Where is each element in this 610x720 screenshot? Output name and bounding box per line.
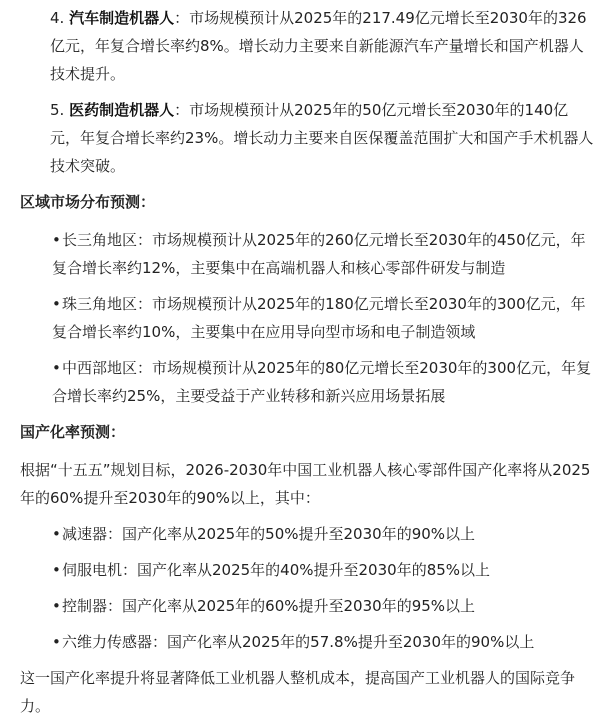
bullet-dot: • (52, 359, 61, 377)
localization-conclusion: 这一国产化率提升将显著降低工业机器人整机成本，提高国产工业机器人的国际竞争力。 (20, 669, 576, 715)
item-text: ：市场规模预计从2025年的217.49亿元增长至2030年的326亿元，年复合增长率约8%。增长动力主要来自新能源汽车产量增长和国产机器人技术提升。 (50, 9, 587, 83)
bullet-text: 中西部地区：市场规模预计从2025年的80亿元增长至2030年的300亿元，年复合增长率约25%，主要受益于产业转移和新兴应用场景拓展 (52, 359, 592, 405)
bullet-dot: • (52, 597, 61, 615)
item-title: 医药制造机器人 (69, 101, 175, 119)
bullet-text: 长三角地区：市场规模预计从2025年的260亿元增长至2030年的450亿元，年复合增长率约12%，主要集中在高端机器人和核心零部件研发与制造 (52, 231, 586, 277)
localization-intro: 根据“十五五”规划目标，2026-2030年中国工业机器人核心零部件国产化率将从2025年的60%提升至2030年的90%以上，其中： (20, 461, 591, 507)
localization-item-reducer (52, 520, 600, 548)
item-title: 汽车制造机器人 (69, 9, 175, 27)
bullet-text: 珠三角地区：市场规模预计从2025年的180亿元增长至2030年的300亿元，年复合增长率约10%，主要集中在应用导向型市场和电子制造领域 (52, 295, 586, 341)
industry-item-medical (50, 96, 598, 180)
bullet-text: 控制器：国产化率从2025年的60%提升至2030年的95%以上 (62, 597, 476, 615)
regional-item-central-west (52, 354, 600, 410)
industry-item-automotive (50, 4, 598, 88)
item-number: 4. (50, 9, 65, 27)
localization-item-force-sensor (52, 628, 600, 656)
bullet-dot: • (52, 633, 61, 651)
bullet-dot: • (52, 231, 61, 249)
localization-item-controller (52, 592, 600, 620)
bullet-text: 伺服电机：国产化率从2025年的40%提升至2030年的85%以上 (62, 561, 491, 579)
bullet-dot: • (52, 525, 61, 543)
item-text: ：市场规模预计从2025年的50亿元增长至2030年的140亿元，年复合增长率约23%。增长动力主要来自医保覆盖范围扩大和国产手术机器人技术突破。 (50, 101, 594, 175)
bullet-dot: • (52, 561, 61, 579)
section-heading-localization: 国产化率预测： (20, 423, 126, 441)
regional-item-yangtze (52, 226, 600, 282)
bullet-text: 六维力传感器：国产化率从2025年的57.8%提升至2030年的90%以上 (62, 633, 535, 651)
localization-item-servo (52, 556, 600, 584)
item-number: 5. (50, 101, 65, 119)
bullet-dot: • (52, 295, 61, 313)
bullet-text: 减速器：国产化率从2025年的50%提升至2030年的90%以上 (62, 525, 476, 543)
section-heading-regional: 区域市场分布预测： (20, 193, 156, 211)
regional-item-pearl (52, 290, 600, 346)
